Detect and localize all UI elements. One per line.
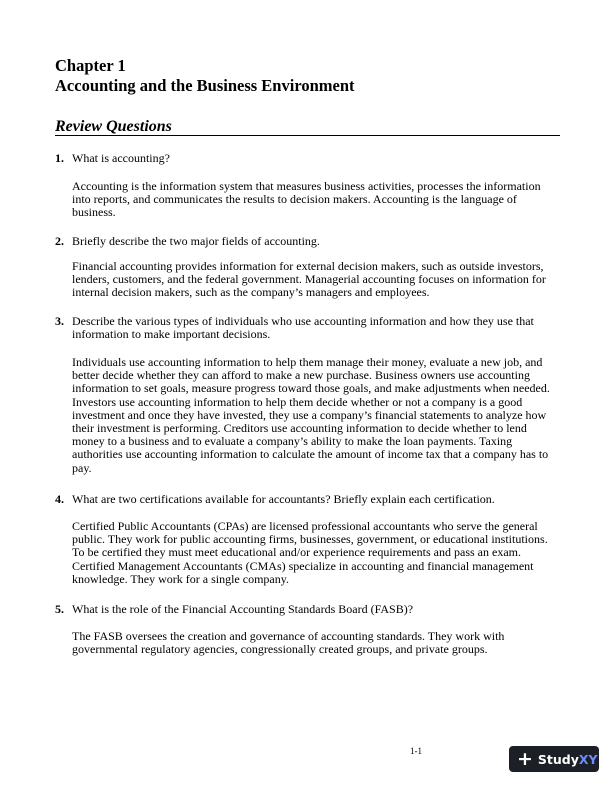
answer-text: Financial accounting provides information for external decision makers, such as outside investors, lenders, customers, and the federal government. Managerial accounting focuses on information for internal decision makers, such as the company’s managers and employees.: [72, 259, 546, 300]
badge-xy-text: XY: [578, 751, 598, 767]
chapter-title: Accounting and the Business Environment: [55, 76, 355, 95]
page-number: 1-1: [410, 746, 422, 756]
question-number: 4.: [55, 492, 64, 506]
question-number: 5.: [55, 602, 64, 616]
question-text: What are two certifications available for accountants? Briefly explain each certification.: [72, 492, 495, 506]
question-number: 3.: [55, 314, 64, 328]
answer-text: Accounting is the information system that measures business activities, processes the information into reports, and communicates the results to decision makers. Accounting is the language of business.: [72, 179, 541, 220]
question-text: Briefly describe the two major fields of accounting.: [72, 234, 320, 248]
question-number: 2.: [55, 234, 64, 248]
section-divider: [55, 135, 560, 136]
answer-text: The FASB oversees the creation and governance of accounting standards. They work with governmental regulatory agencies, congressionally created groups, and private groups.: [72, 629, 505, 657]
badge-study-text: Study: [537, 751, 579, 767]
plus-icon: +: [517, 747, 533, 770]
question-text: What is accounting?: [72, 151, 170, 165]
question-number: 1.: [55, 151, 64, 165]
answer-text: Individuals use accounting information to help them manage their money, evaluate a new job, and better decide whether they can afford to make a new purchase. Business owners use accounting information to set goals, measure progress toward those goals, and make adjustments when needed. Investors use accounting information to help them decide whether or not a company is a good investment and once they have invested, they use a company’s financial statements to analyze how their investment is performing. Creditors use accounting information to decide whether to lend money to a business and to evaluate a company’s ability to make the loan payments. Taxing authorities use accounting information to calculate the amount of income tax that a company has to pay.: [72, 355, 550, 475]
question-text: Describe the various types of individuals who use accounting information and how they use that information to make important decisions.: [72, 314, 534, 342]
question-text: What is the role of the Financial Accounting Standards Board (FASB)?: [72, 602, 414, 616]
studyxy-badge[interactable]: [509, 746, 599, 772]
section-title: Review Questions: [55, 118, 172, 135]
answer-text: Certified Public Accountants (CPAs) are licensed professional accountants who serve the general public. They work for public accounting firms, businesses, government, or educational institutions. To be certified they must meet educational and/or experience requirements and pass an exam. Certified Management Accountants (CMAs) specialize in accounting and financial management knowledge. They work for a single company.: [72, 519, 548, 586]
chapter-heading: Chapter 1: [55, 56, 126, 75]
